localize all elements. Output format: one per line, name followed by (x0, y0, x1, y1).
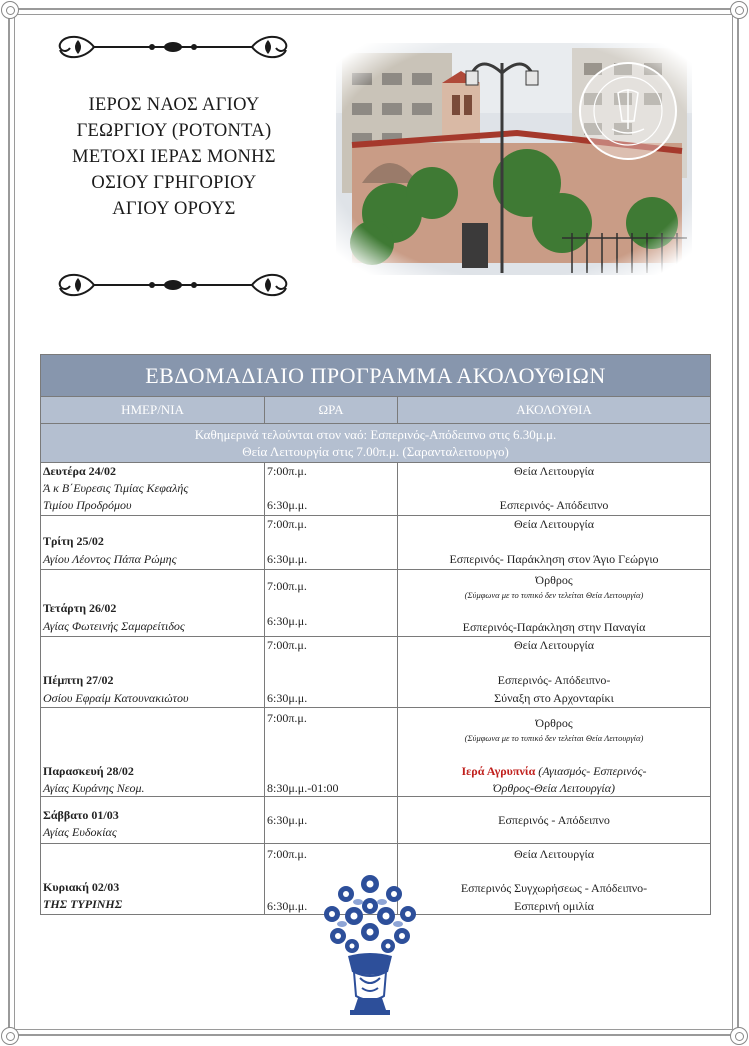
time-value: 6:30μ.μ. (267, 691, 308, 705)
corner-ornament-bottom-left (1, 1027, 19, 1045)
time-value: 7:00π.μ. (267, 638, 307, 652)
feast-name: Ά κ Β΄Ευρεσις Τιμίας Κεφαλής (43, 481, 189, 495)
flourish-divider-top (54, 30, 292, 64)
service-name: Θεία Λειτουργία (513, 638, 595, 652)
service-cell (398, 797, 711, 844)
feast-name: Οσίου Εφραίμ Κατουνακιώτου (43, 691, 189, 705)
time-value: 7:00π.μ. (267, 517, 307, 531)
column-header-time: ΩΡΑ (265, 397, 398, 424)
day-cell (41, 463, 265, 516)
column-header-service: ΑΚΟΛΟΥΘΙΑ (398, 397, 711, 424)
feast-name: Αγίας Κυράνης Νεομ. (43, 781, 145, 795)
service-name: Όρθρος (535, 716, 573, 730)
church-title-line: ΓΕΩΡΓΙΟΥ (ΡΟΤΟΝΤΑ) (76, 121, 272, 141)
service-cell (398, 844, 711, 915)
day-name: Τετάρτη 26/02 (43, 601, 117, 615)
service-name: Όρθρος (535, 573, 573, 587)
day-cell (41, 797, 265, 844)
service-name: Θεία Λειτουργία (513, 464, 595, 478)
service-note: (Σύμφωνα με το τυπικό δεν τελείται Θεία Λειτουργία) (464, 733, 644, 743)
vigil-line (398, 764, 710, 779)
time-value: 6:30μ.μ. (267, 552, 308, 566)
day-cell (41, 844, 265, 915)
column-header-day: ΗΜΕΡ/ΝΙΑ (41, 397, 265, 424)
time-cell (265, 797, 398, 844)
time-value: 6:30μ.μ. (267, 813, 308, 827)
table-row (41, 797, 711, 844)
time-cell (265, 463, 398, 516)
service-name: Θεία Λειτουργία (513, 847, 595, 861)
vigil-detail: (Αγιασμός- Εσπερινός- (538, 764, 647, 778)
service-name: Εσπερινός- Απόδειπνο- (497, 673, 611, 687)
day-name: Πέμπτη 27/02 (43, 673, 114, 687)
service-name: Εσπερινός - Απόδειπνο (498, 813, 610, 827)
time-value: 7:00π.μ. (267, 579, 307, 593)
corner-ornament-top-right (730, 1, 748, 19)
daily-note-line: Καθημερινά τελούνται στον ναό: Εσπερινός-Απόδειπνο στις 6.30μ.μ. (194, 427, 557, 442)
service-name: Εσπερινή ομιλία (514, 899, 594, 913)
time-value: 6:30μ.μ. (267, 614, 308, 628)
feast-name: Αγίας Ευδοκίας (43, 825, 117, 839)
daily-services-note (41, 424, 711, 463)
service-name: Εσπερινός Συγχωρήσεως - Απόδειπνο- (460, 881, 648, 895)
day-cell (41, 570, 265, 637)
service-cell (398, 708, 711, 797)
flourish-divider-bottom (54, 268, 292, 302)
corner-ornament-top-left (1, 1, 19, 19)
day-cell (41, 516, 265, 570)
day-name: Τρίτη 25/02 (43, 534, 104, 548)
feast-name: ΤΗΣ ΤΥΡΙΝΗΣ (43, 897, 123, 911)
time-value: 6:30μ.μ. (267, 899, 308, 913)
corner-ornament-bottom-right (730, 1027, 748, 1045)
service-cell (398, 463, 711, 516)
service-name: Εσπερινός- Απόδειπνο (499, 498, 609, 512)
time-cell (265, 637, 398, 708)
time-value: 7:00π.μ. (267, 711, 307, 725)
time-value: 7:00π.μ. (267, 847, 307, 861)
church-title (40, 92, 308, 222)
time-value: 8:30μ.μ.-01:00 (267, 781, 339, 795)
service-cell (398, 516, 711, 570)
time-cell (265, 708, 398, 797)
flower-vase-icon (318, 872, 422, 1018)
time-value: 7:00π.μ. (267, 464, 307, 478)
table-row (41, 463, 711, 516)
day-cell (41, 637, 265, 708)
vigil-detail: Όρθρος-Θεία Λειτουργία) (493, 781, 615, 795)
church-title-line: ΙΕΡΟΣ ΝΑΟΣ ΑΓΙΟΥ (88, 95, 260, 115)
table-row (41, 570, 711, 637)
table-row (41, 637, 711, 708)
time-cell (265, 516, 398, 570)
feast-name: Αγίου Λέοντος Πάπα Ρώμης (43, 552, 177, 566)
service-name: Θεία Λειτουργία (513, 517, 595, 531)
service-cell (398, 637, 711, 708)
feast-name: Αγίας Φωτεινής Σαμαρείτιδος (43, 619, 185, 633)
weekly-schedule-table (40, 354, 711, 915)
daily-note-line: Θεία Λειτουργία στις 7.00π.μ. (Σαρανταλειτουργο) (242, 444, 509, 459)
table-row (41, 516, 711, 570)
day-name: Παρασκευή 28/02 (43, 764, 134, 778)
church-title-line: ΜΕΤΟΧΙ ΙΕΡΑΣ ΜΟΝΗΣ (72, 147, 276, 167)
service-name: Εσπερινός- Παράκληση στον Άγιο Γεώργιο (449, 552, 659, 566)
schedule-title: ΕΒΔΟΜΑΔΙΑΙΟ ΠΡΟΓΡΑΜΜΑ ΑΚΟΛΟΥΘΙΩΝ (41, 355, 711, 397)
day-cell (41, 708, 265, 797)
day-name: Δευτέρα 24/02 (43, 464, 116, 478)
church-title-line: ΟΣΙΟΥ ΓΡΗΓΟΡΙΟΥ (91, 173, 257, 193)
service-name: Σύναξη στο Αρχονταρίκι (494, 691, 614, 705)
time-cell (265, 570, 398, 637)
time-value: 6:30μ.μ. (267, 498, 308, 512)
day-name: Κυριακή 02/03 (43, 880, 120, 894)
church-title-line: ΑΓΙΟΥ ΟΡΟΥΣ (112, 199, 236, 219)
church-photo (322, 33, 706, 283)
service-name: Εσπερινός-Παράκληση στην Παναγία (462, 620, 646, 634)
schedule-header-row (41, 397, 711, 424)
service-note: (Σύμφωνα με το τυπικό δεν τελείται Θεία Λειτουργία) (464, 590, 644, 600)
feast-name: Τιμίου Προδρόμου (43, 498, 132, 512)
vigil-title: Ιερά Αγρυπνία (461, 764, 536, 778)
service-cell (398, 570, 711, 637)
day-name: Σάββατο 01/03 (43, 808, 119, 822)
table-row (41, 708, 711, 797)
